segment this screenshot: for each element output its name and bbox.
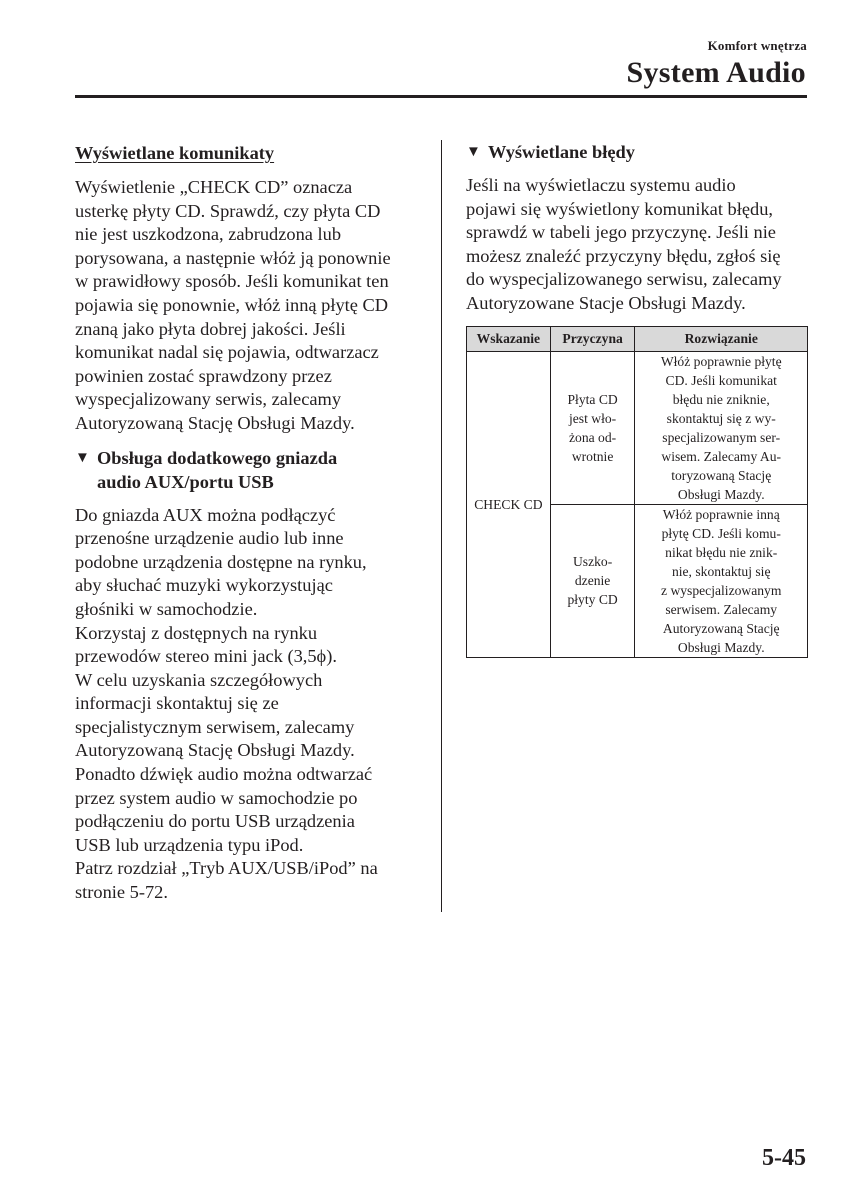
column-header-cause: Przyczyna: [550, 326, 635, 351]
header-rule: [75, 95, 807, 98]
heading-displayed-errors-text: Wyświetlane błędy: [488, 142, 635, 162]
solution-cell: Włóż poprawnie inną płytę CD. Jeśli komu- nikat błędu nie znik- nie, skontaktuj się z wyspecjalizowanym serwisem. Zalecamy Autoryzowaną Stację Obsługi Mazdy.: [635, 504, 808, 657]
triangle-down-icon: ▼: [75, 449, 90, 466]
solution-cell: Włóż poprawnie płytę CD. Jeśli komunikat błędu nie zniknie, skontaktuj się z wy- specjalizowanym ser- wisem. Zalecamy Au- toryzowaną Stację Obsługi Mazdy.: [635, 351, 808, 504]
heading-aux-usb-text: Obsługa dodatkowego gniazda audio AUX/portu USB: [97, 447, 338, 492]
table-header-row: [467, 326, 808, 351]
heading-displayed-messages: Wyświetlane komunikaty: [75, 143, 275, 163]
paragraph-check-cd: Wyświetlenie „CHECK CD” oznacza usterkę płyty CD. Sprawdź, czy płyta CD nie jest uszkodzona, zabrudzona lub porysowana, a następnie włóż ją ponownie w prawidłowy sposób. Jeśli komunikat ten pojawia się ponownie, włóż inną płytę CD znaną jako płyta dobrej jakości. Jeśli komunikat nadal się pojawia, odtwarzacz powinien zostać sprawdzony przez wyspecjalizowany serwis, zalecamy Autoryzowaną Stację Obsługi Mazdy.: [75, 177, 391, 433]
column-divider: [441, 140, 442, 912]
page-number: 5-45: [762, 1145, 806, 1171]
column-header-indication: Wskazanie: [467, 326, 551, 351]
triangle-down-icon: ▼: [466, 144, 481, 160]
error-table: [466, 326, 808, 658]
indication-cell: CHECK CD: [467, 351, 551, 657]
paragraph-errors: Jeśli na wyświetlaczu systemu audio pojawi się wyświetlony komunikat błędu, sprawdź w tabeli jego przyczynę. Jeśli nie możesz znaleźć przyczyny błędu, zgłoś się do wyspecjalizowanego serwisu, zalecamy Autoryzowane Stacje Obsługi Mazdy.: [466, 175, 782, 313]
heading-aux-usb: [75, 446, 425, 494]
cause-cell: Uszko- dzenie płyty CD: [550, 504, 635, 657]
left-column: [75, 140, 425, 905]
page-title: System Audio: [626, 56, 806, 89]
column-header-solution: Rozwiązanie: [635, 326, 808, 351]
heading-displayed-errors: [466, 140, 808, 164]
right-column: [466, 140, 808, 658]
cause-cell: Płyta CD jest wło- żona od- wrotnie: [550, 351, 635, 504]
section-label: Komfort wnętrza: [707, 38, 807, 53]
table-row: [467, 351, 808, 504]
paragraph-aux-usb: Do gniazda AUX można podłączyć przenośne urządzenie audio lub inne podobne urządzenia dostępne na rynku, aby słuchać muzyki wykorzystując głośniki w samochodzie. Korzystaj z dostępnych na rynku przewodów stereo mini jack (3,5ϕ). W celu uzyskania szczegółowych informacji skontaktuj się ze specjalistycznym serwisem, zalecamy Autoryzowaną Stację Obsługi Mazdy. Ponadto dźwięk audio można odtwarzać przez system audio w samochodzie po podłączeniu do portu USB urządzenia USB lub urządzenia typu iPod. Patrz rozdział „Tryb AUX/USB/iPod” na stronie 5-72.: [75, 504, 378, 903]
